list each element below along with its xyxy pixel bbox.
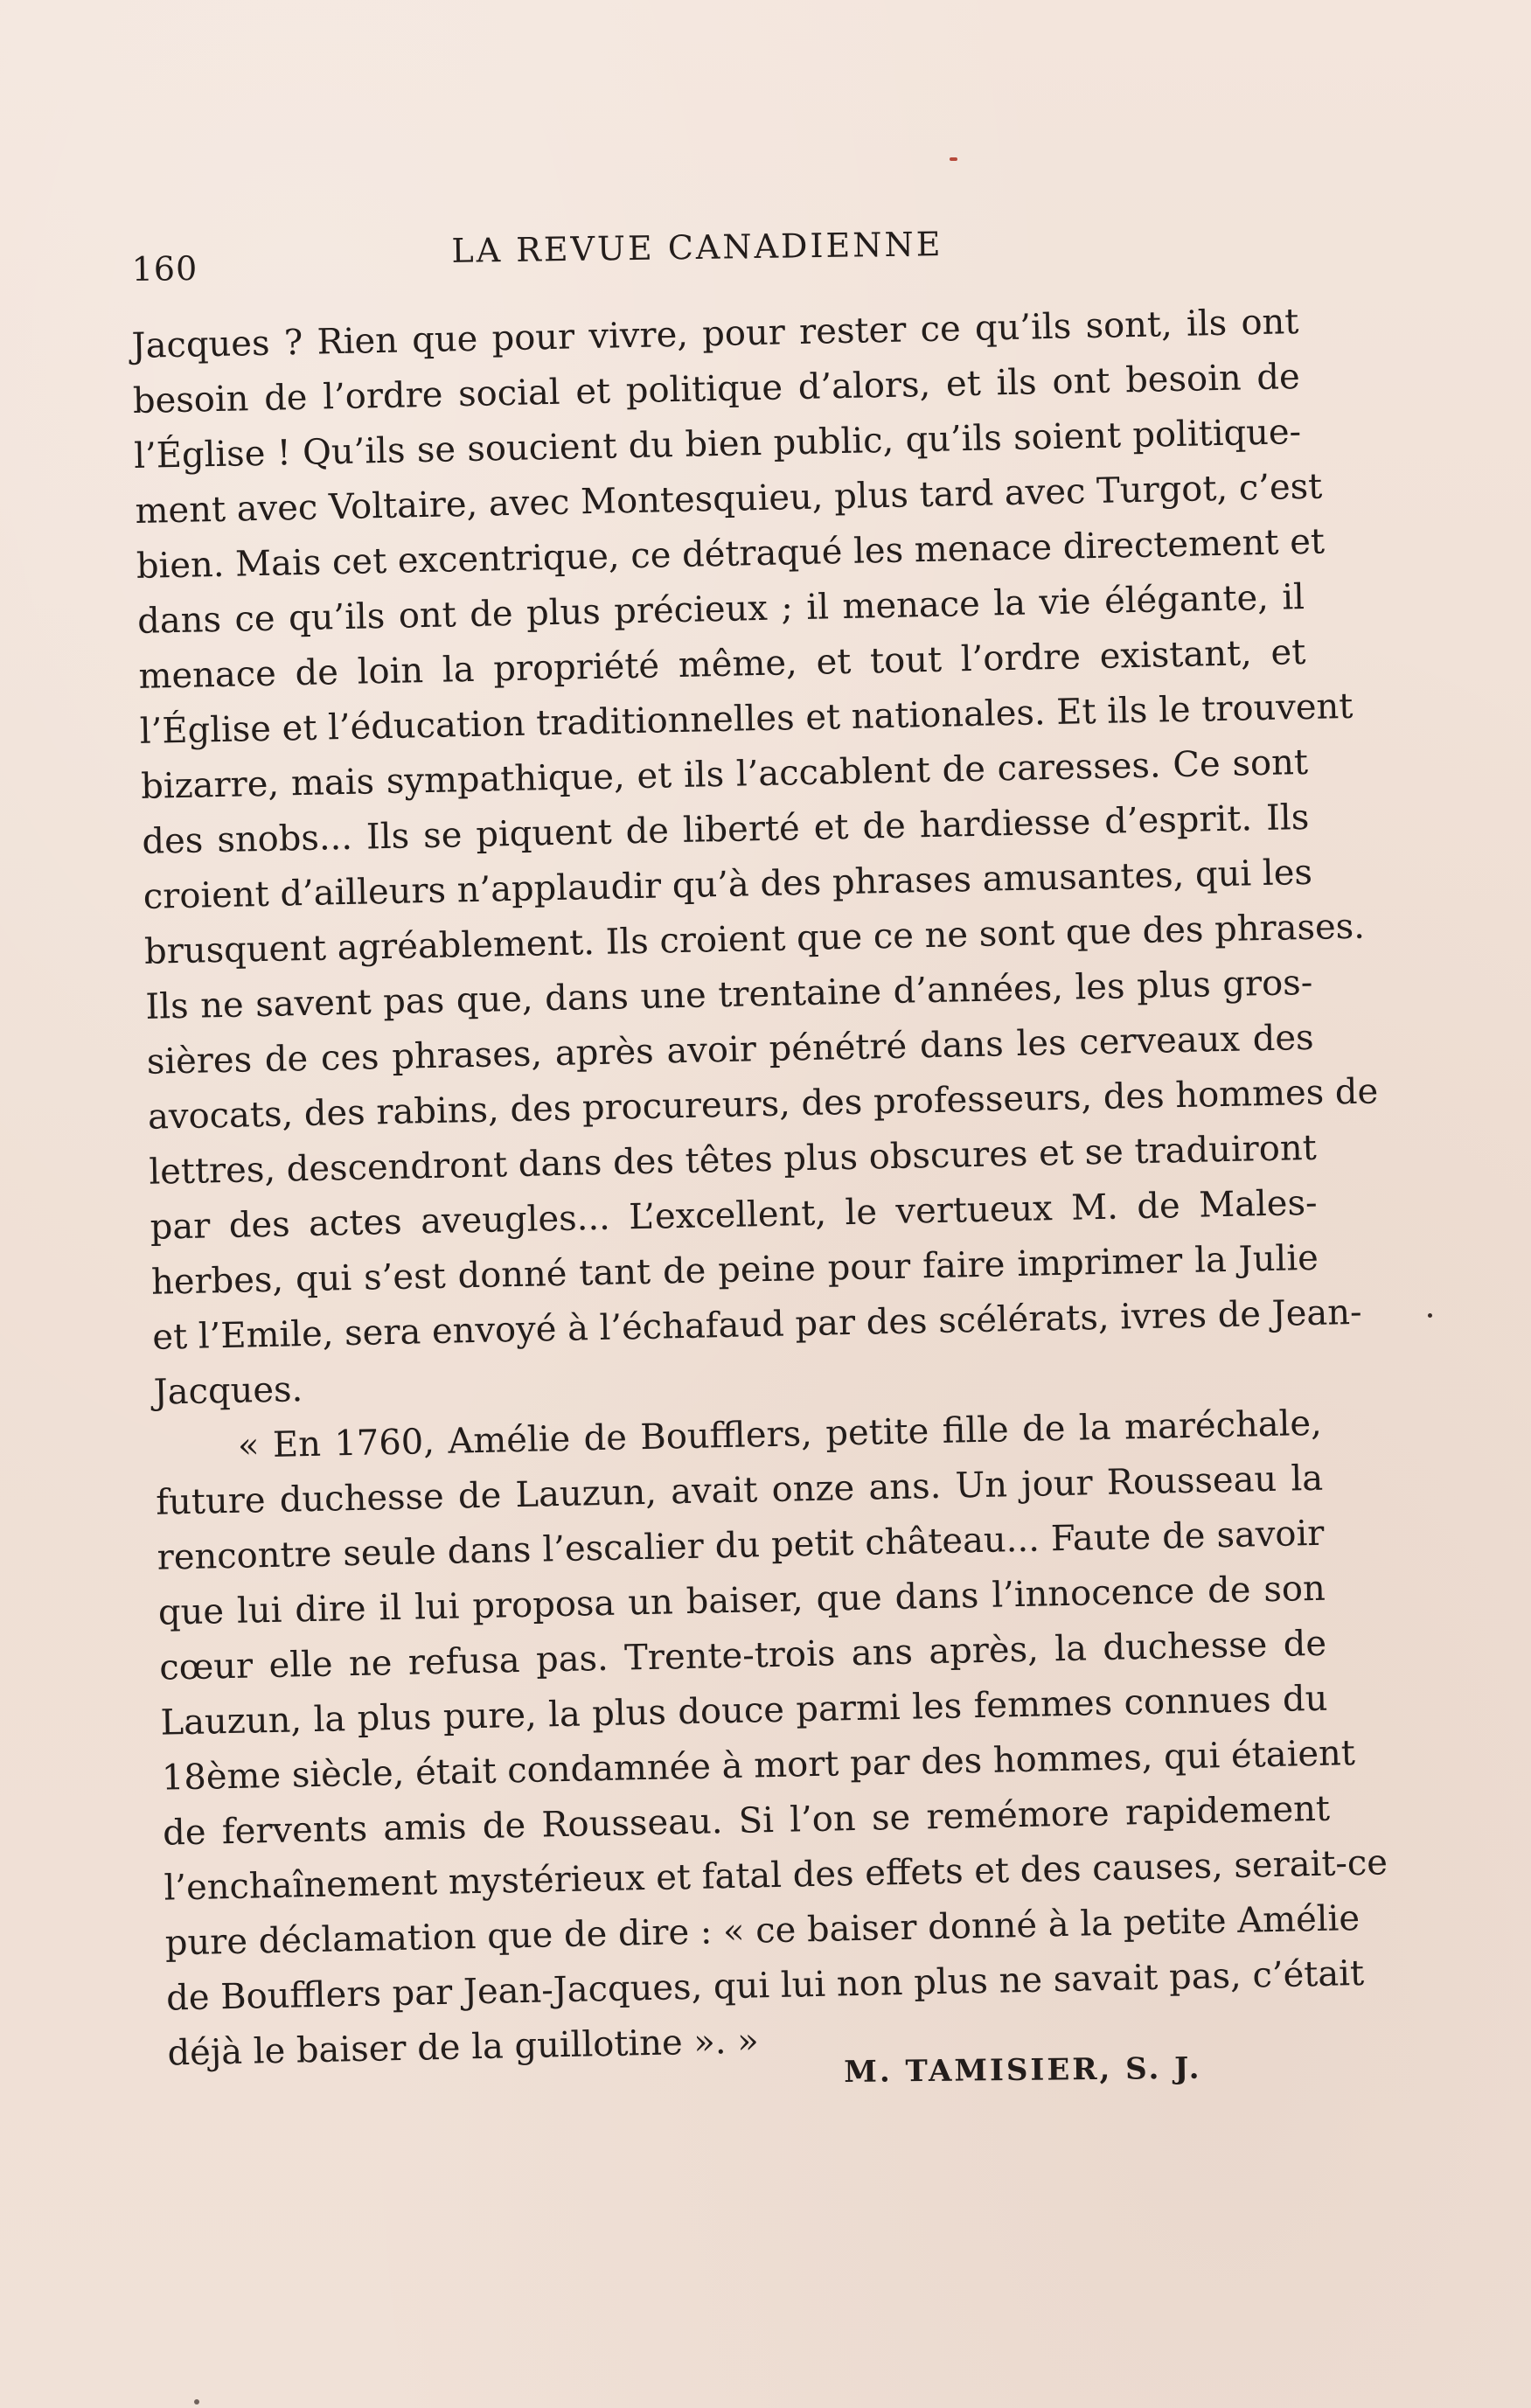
ink-mark — [950, 157, 957, 161]
text-line: des snobs... Ils se piquent de liberté et de hardiesse d’esprit. Ils — [142, 797, 1310, 862]
text-line: menace de loin la propriété même, et tout l’ordre existant, et — [138, 631, 1306, 697]
text-line: l’enchaînement mystérieux et fatal des effets et des causes, serait-ce — [164, 1842, 1388, 1909]
text-line: bien. Mais cet excentrique, ce détraqué les menace directement et — [136, 521, 1326, 587]
text-line: avocats, des rabins, des procureurs, des professeurs, des hommes de — [147, 1071, 1379, 1138]
body-text — [131, 295, 1388, 2082]
text-line: croient d’ailleurs n’applaudir qu’à des phrases amusantes, qui les — [143, 852, 1313, 917]
paper-speck — [1428, 1313, 1432, 1318]
page-header — [131, 209, 1295, 287]
text-line: Ils ne savent pas que, dans une trentaine d’années, les plus gros- — [145, 962, 1313, 1027]
text-line: cœur elle ne refusa pas. Trente-trois ans après, la duchesse de — [158, 1623, 1327, 1688]
text-line: Lauzun, la plus pure, la plus douce parmi les femmes connues du — [160, 1678, 1328, 1743]
page-number: 160 — [131, 248, 198, 289]
text-line: par des actes aveugles... L’excellent, le vertueux M. de Males- — [150, 1182, 1318, 1248]
text-line: 18ème siècle, était condamnée à mort par des hommes, qui étaient — [161, 1733, 1356, 1799]
text-line: de Boufflers par Jean-Jacques, qui lui non plus ne savait pas, c’était — [165, 1952, 1365, 2019]
text-line: bizarre, mais sympathique, et ils l’accablent de caresses. Ce sont — [140, 741, 1309, 807]
text-line: lettres, descendront dans des têtes plus obscures et se traduiront — [148, 1127, 1318, 1193]
text-line: et l’Emile, sera envoyé à l’échafaud par des scélérats, ivres de Jean- — [151, 1291, 1362, 1358]
text-line: besoin de l’ordre social et politique d’alors, et ils ont besoin de — [132, 357, 1301, 421]
text-line: dans ce qu’ils ont de plus précieux ; il menace la vie élégante, il — [136, 576, 1305, 642]
paper-speck — [194, 2399, 199, 2405]
text-line: sières de ces phrases, après avoir pénétré dans les cerveaux des — [146, 1017, 1314, 1082]
text-line: rencontre seule dans l’escalier du petit château... Faute de savoir — [157, 1513, 1325, 1578]
text-line: Jacques. — [153, 1369, 303, 1413]
author-signature: M. TAMISIER, S. J. — [844, 2050, 1202, 2090]
text-line: Jacques ? Rien que pour vivre, pour rester ce qu’ils sont, ils ont — [131, 302, 1299, 366]
text-line: l’Église et l’éducation traditionnelles et nationales. Et ils le trouvent — [139, 686, 1354, 752]
text-line: l’Église ! Qu’ils se soucient du bien public, qu’ils soient politique- — [133, 412, 1302, 477]
text-line: « En 1760, Amélie de Boufflers, petite fille de la maréchale, — [237, 1402, 1323, 1466]
text-line: ment avec Voltaire, avec Montesquieu, plus tard avec Turgot, c’est — [135, 466, 1323, 532]
text-line: que lui dire il lui proposa un baiser, que dans l’innocence de son — [157, 1568, 1326, 1633]
text-line: herbes, qui s’est donné tant de peine pour faire imprimer la Julie — [150, 1237, 1319, 1303]
text-line: de fervents amis de Rousseau. Si l’on se remémore rapidement — [162, 1788, 1331, 1854]
running-title: LA REVUE CANADIENNE — [451, 225, 943, 270]
text-line: déjà le baiser de la guillotine ». » — [167, 2021, 760, 2074]
text-line: pure déclamation que de dire : « ce baiser donné à la petite Amélie — [164, 1897, 1361, 1964]
text-line: brusquent agréablement. Ils croient que ce ne sont que des phrases. — [143, 906, 1366, 972]
text-line: future duchesse de Lauzun, avait onze ans. Un jour Rousseau la — [155, 1458, 1324, 1523]
